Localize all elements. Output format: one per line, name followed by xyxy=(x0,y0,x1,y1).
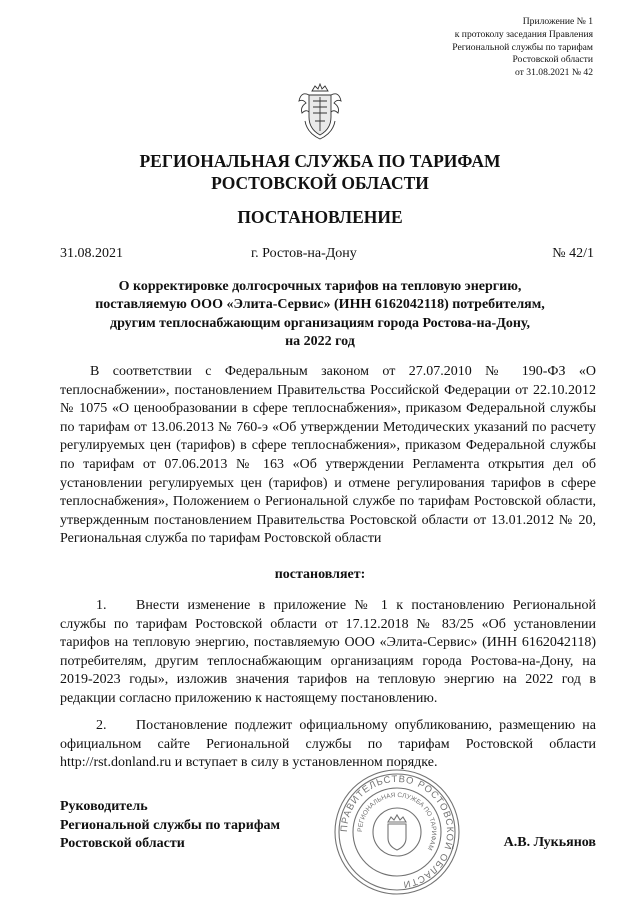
seal-outer-text: ПРАВИТЕЛЬСТВО РОСТОВСКОЙ ОБЛАСТИ xyxy=(338,773,456,890)
subject-line: О корректировке долгосрочных тарифов на тепловую энергию, xyxy=(118,279,522,294)
signature-block xyxy=(60,798,280,854)
signatory-name: А.В. Лукьянов xyxy=(503,835,596,850)
signature-line: Ростовской области xyxy=(60,836,185,852)
signature-line: Руководитель xyxy=(60,799,148,814)
annex-line: Приложение № 1 xyxy=(522,16,593,27)
subject-line: на 2022 год xyxy=(285,334,355,350)
document-subject xyxy=(60,278,580,352)
preamble-paragraph: В соответствии с Федеральным законом от 27.07.2010 № 190-ФЗ «О теплоснабжении», постановлением Правительства Российской Федерации от 22.10.2012 № 1075 «О ценообразовании в сфере теплоснабжения», приказом Федеральной службы по тарифам от 13.06.2013 № 760-э «Об утверждении Методических указаний по расчету регулируемых цен (тарифов) в сфере теплоснабжения», приказом Федеральной службы по тарифам от 07.06.2013 № 163 «Об утверждении Регламента открытия дел об установлении регулируемых цен (тарифов) и отмене регулирования тарифов в сфере теплоснабжения», Положением о Региональной службе по тарифам Ростовской области, утвержденным постановлением Правительства Ростовской области от 13.01.2012 № 20, Региональная служба по тарифам Ростовской области xyxy=(60,364,596,547)
document-type: ПОСТАНОВЛЕНИЕ xyxy=(237,207,403,227)
annex-line: от 31.08.2021 № 42 xyxy=(515,67,593,79)
coat-of-arms-icon xyxy=(297,83,343,141)
item-text: Постановление подлежит официальному опубликованию, размещению на официальном сайте Региональной службы по тарифам Ростовской области http://rst.donland.ru и вступает в силу в установленном порядке. xyxy=(60,718,596,771)
document-number: № 42/1 xyxy=(552,246,594,261)
org-name-line2: РОСТОВСКОЙ ОБЛАСТИ xyxy=(211,173,429,193)
item-text: Внести изменение в приложение № 1 к постановлению Региональной службы по тарифам Ростовской области от 17.12.2018 № 83/25 «Об установлении тарифов на тепловую энергию, поставляемую ООО «Элита-Сервис» (ИНН 6162042118) потребителям, другим теплоснабжающим организациям города Ростова-на-Дону, на 2019-2023 годы», изложив значения тарифов на тепловую энергию на 2022 год в редакции согласно приложению к настоящему постановлению. xyxy=(60,598,596,706)
seal-inner-text: РЕГИОНАЛЬНАЯ СЛУЖБА ПО ТАРИФАМ xyxy=(356,791,438,852)
signature-line: Региональной службы по тарифам xyxy=(60,817,281,833)
official-seal-stamp xyxy=(322,762,472,902)
annex-line: к протоколу заседания Правления xyxy=(454,28,593,40)
item-number: 2. xyxy=(96,718,107,733)
subject-line: поставляемую ООО «Элита-Сервис» (ИНН 6162042118) потребителям, xyxy=(95,297,545,313)
svg-text:ПРАВИТЕЛЬСТВО РОСТОВСКОЙ ОБЛАС xyxy=(339,774,455,890)
item-number: 1. xyxy=(96,598,107,613)
decree-word: постановляет: xyxy=(274,567,366,582)
item-1 xyxy=(60,597,596,709)
annex-line: Региональной службы по тарифам xyxy=(452,41,593,53)
subject-line: другим теплоснабжающим организациям города Ростова-на-Дону, xyxy=(110,315,530,331)
annex-line: Ростовской области xyxy=(512,54,593,66)
document-date: 31.08.2021 xyxy=(60,246,123,261)
document-city: г. Ростов-на-Дону xyxy=(251,246,357,261)
org-name-line1: РЕГИОНАЛЬНАЯ СЛУЖБА ПО ТАРИФАМ xyxy=(139,151,501,171)
annex-block xyxy=(373,16,593,80)
